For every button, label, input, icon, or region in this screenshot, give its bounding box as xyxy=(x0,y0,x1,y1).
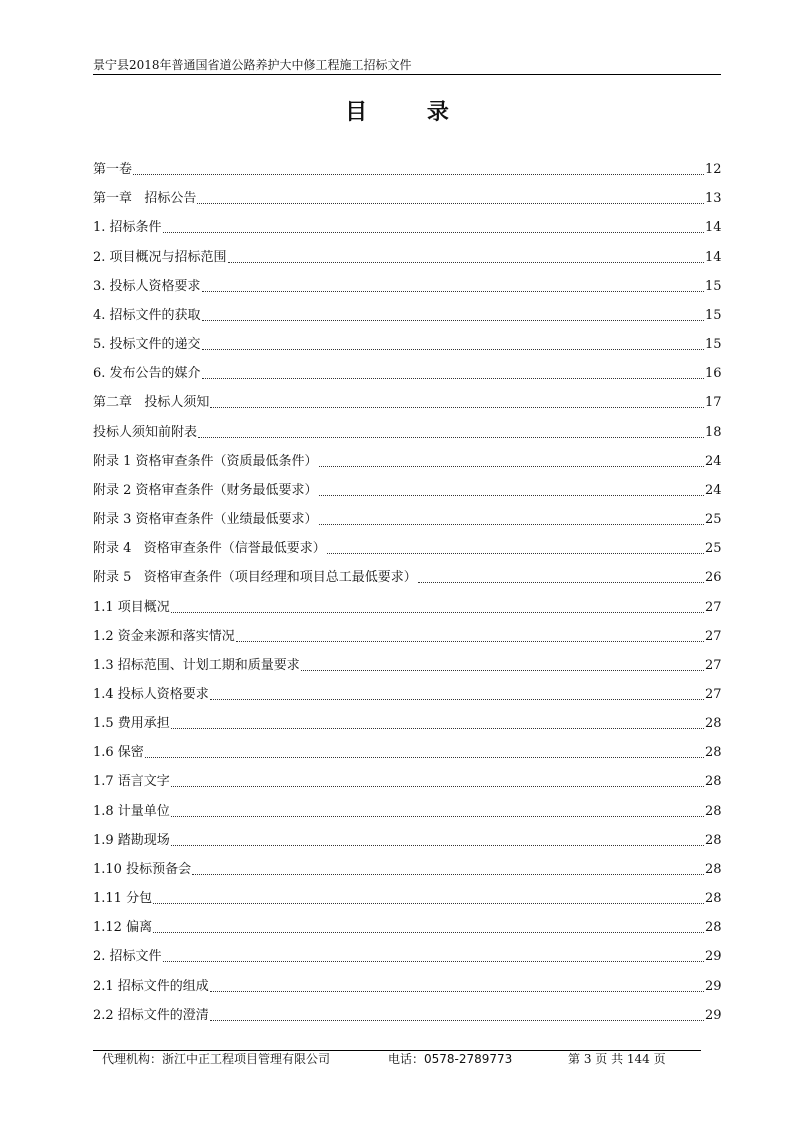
toc-entry-page: 14 xyxy=(705,220,722,236)
toc-entry-label: 第一卷 xyxy=(93,162,133,178)
toc-dot-leader xyxy=(171,785,704,787)
toc-entry-page: 15 xyxy=(705,307,722,323)
toc-entry-page: 14 xyxy=(705,249,722,265)
toc-dot-leader xyxy=(236,640,704,642)
toc-entry[interactable] xyxy=(93,150,722,179)
toc-entry-label: 第一章 招标公告 xyxy=(93,191,197,207)
toc-entry-page: 27 xyxy=(705,599,722,615)
toc-entry-label: 1.11 分包 xyxy=(93,891,153,907)
toc-entry[interactable] xyxy=(93,966,722,995)
toc-entry-label: 2. 项目概况与招标范围 xyxy=(93,249,227,265)
toc-dot-leader xyxy=(301,669,704,671)
toc-dot-leader xyxy=(210,406,704,408)
toc-entry[interactable] xyxy=(93,208,722,237)
toc-entry[interactable] xyxy=(93,529,722,558)
toc-entry-label: 1.10 投标预备会 xyxy=(93,861,192,877)
toc-entry-label: 1.1 项目概况 xyxy=(93,599,170,615)
toc-dot-leader xyxy=(327,552,704,554)
toc-entry-page: 28 xyxy=(705,861,722,877)
toc-dot-leader xyxy=(163,960,704,962)
toc-dot-leader xyxy=(145,756,704,758)
toc-entry-label: 5. 投标文件的递交 xyxy=(93,337,201,353)
toc-entry-page: 29 xyxy=(705,949,722,965)
toc-entry-page: 12 xyxy=(705,162,722,178)
toc-entry-page: 17 xyxy=(705,395,722,411)
toc-entry[interactable] xyxy=(93,383,722,412)
toc-entry[interactable] xyxy=(93,296,722,325)
toc-entry-page: 15 xyxy=(705,278,722,294)
toc-entry[interactable] xyxy=(93,412,722,441)
toc-entry-page: 24 xyxy=(705,453,722,469)
footer-page-number: 第 3 页 共 144 页 xyxy=(568,1052,666,1066)
toc-entry[interactable] xyxy=(93,821,722,850)
toc-entry[interactable] xyxy=(93,646,722,675)
toc-entry-page: 25 xyxy=(705,512,722,528)
toc-dot-leader xyxy=(202,290,704,292)
toc-entry-label: 1.8 计量单位 xyxy=(93,803,170,819)
toc-entry-label: 1.9 踏勘现场 xyxy=(93,832,170,848)
toc-entry[interactable] xyxy=(93,762,722,791)
toc-entry-label: 1.2 资金来源和落实情况 xyxy=(93,628,235,644)
footer-agency: 代理机构：浙江中正工程项目管理有限公司 xyxy=(102,1052,331,1066)
toc-dot-leader xyxy=(153,931,704,933)
toc-dot-leader xyxy=(133,173,704,175)
toc-entry[interactable] xyxy=(93,179,722,208)
toc-entry[interactable] xyxy=(93,879,722,908)
toc-entry[interactable] xyxy=(93,442,722,471)
toc-dot-leader xyxy=(202,319,704,321)
toc-entry[interactable] xyxy=(93,354,722,383)
toc-entry-label: 2. 招标文件 xyxy=(93,949,162,965)
toc-dot-leader xyxy=(171,611,704,613)
toc-entry-label: 附录 1 资格审查条件（资质最低条件） xyxy=(93,453,318,469)
toc-dot-leader xyxy=(171,844,704,846)
toc-entry-label: 1.3 招标范围、计划工期和质量要求 xyxy=(93,657,300,673)
running-header: 景宁县2018年普通国省道公路养护大中修工程施工招标文件 xyxy=(93,57,721,75)
toc-dot-leader xyxy=(319,523,704,525)
toc-dot-leader xyxy=(171,727,704,729)
toc-entry[interactable] xyxy=(93,558,722,587)
toc-dot-leader xyxy=(210,1019,704,1021)
toc-entry-page: 27 xyxy=(705,628,722,644)
toc-entry-label: 1.12 偏离 xyxy=(93,920,153,936)
toc-entry-page: 27 xyxy=(705,657,722,673)
toc-entry[interactable] xyxy=(93,587,722,616)
toc-dot-leader xyxy=(202,377,704,379)
toc-entry-label: 1.4 投标人资格要求 xyxy=(93,686,209,702)
toc-dot-leader xyxy=(202,348,704,350)
page-title: 目 录 xyxy=(345,99,475,125)
toc-entry-page: 28 xyxy=(705,803,722,819)
footer-phone: 电话：0578-2789773 xyxy=(388,1052,513,1066)
toc-dot-leader xyxy=(210,990,704,992)
toc-entry[interactable] xyxy=(93,791,722,820)
toc-entry-label: 1.5 费用承担 xyxy=(93,716,170,732)
toc-entry-page: 28 xyxy=(705,920,722,936)
toc-entry-label: 附录 3 资格审查条件（业绩最低要求） xyxy=(93,512,318,528)
toc-dot-leader xyxy=(228,261,704,263)
toc-entry-page: 25 xyxy=(705,541,722,557)
toc-dot-leader xyxy=(192,873,704,875)
toc-entry-page: 24 xyxy=(705,482,722,498)
toc-entry-label: 1.7 语言文字 xyxy=(93,774,170,790)
table-of-contents xyxy=(93,150,722,1025)
toc-entry-page: 28 xyxy=(705,774,722,790)
toc-entry-label: 第二章 投标人须知 xyxy=(93,395,210,411)
toc-entry-label: 投标人须知前附表 xyxy=(93,424,198,440)
toc-entry[interactable] xyxy=(93,937,722,966)
toc-dot-leader xyxy=(319,494,704,496)
toc-entry[interactable] xyxy=(93,850,722,879)
toc-entry[interactable] xyxy=(93,733,722,762)
toc-entry-page: 28 xyxy=(705,832,722,848)
toc-entry[interactable] xyxy=(93,908,722,937)
toc-entry[interactable] xyxy=(93,617,722,646)
toc-dot-leader xyxy=(171,815,704,817)
toc-entry[interactable] xyxy=(93,267,722,296)
toc-dot-leader xyxy=(153,902,704,904)
toc-entry-label: 附录 5 资格审查条件（项目经理和项目总工最低要求） xyxy=(93,570,417,586)
toc-dot-leader xyxy=(197,202,704,204)
toc-entry-label: 2.2 招标文件的澄清 xyxy=(93,1007,209,1023)
toc-entry[interactable] xyxy=(93,325,722,354)
toc-entry-page: 18 xyxy=(705,424,722,440)
toc-entry[interactable] xyxy=(93,471,722,500)
toc-dot-leader xyxy=(418,581,704,583)
toc-entry-label: 1. 招标条件 xyxy=(93,220,162,236)
toc-entry-page: 29 xyxy=(705,978,722,994)
toc-dot-leader xyxy=(319,465,704,467)
toc-entry-page: 28 xyxy=(705,716,722,732)
toc-entry[interactable] xyxy=(93,996,722,1025)
toc-entry-label: 1.6 保密 xyxy=(93,745,144,761)
toc-entry-page: 16 xyxy=(705,366,722,382)
toc-entry-label: 6. 发布公告的媒介 xyxy=(93,366,201,382)
toc-dot-leader xyxy=(198,436,704,438)
toc-entry-page: 13 xyxy=(705,191,722,207)
toc-entry-page: 29 xyxy=(705,1007,722,1023)
toc-entry-label: 2.1 招标文件的组成 xyxy=(93,978,209,994)
toc-entry-page: 28 xyxy=(705,891,722,907)
toc-entry[interactable] xyxy=(93,500,722,529)
toc-entry[interactable] xyxy=(93,704,722,733)
toc-entry-label: 3. 投标人资格要求 xyxy=(93,278,201,294)
toc-dot-leader xyxy=(210,698,704,700)
toc-entry-label: 附录 4 资格审查条件（信誉最低要求） xyxy=(93,541,326,557)
toc-entry-page: 15 xyxy=(705,337,722,353)
toc-entry-page: 26 xyxy=(705,570,722,586)
toc-dot-leader xyxy=(163,231,704,233)
toc-entry-page: 27 xyxy=(705,686,722,702)
toc-entry[interactable] xyxy=(93,675,722,704)
toc-entry-label: 4. 招标文件的获取 xyxy=(93,307,201,323)
toc-entry[interactable] xyxy=(93,237,722,266)
toc-entry-page: 28 xyxy=(705,745,722,761)
toc-entry-label: 附录 2 资格审查条件（财务最低要求） xyxy=(93,482,318,498)
